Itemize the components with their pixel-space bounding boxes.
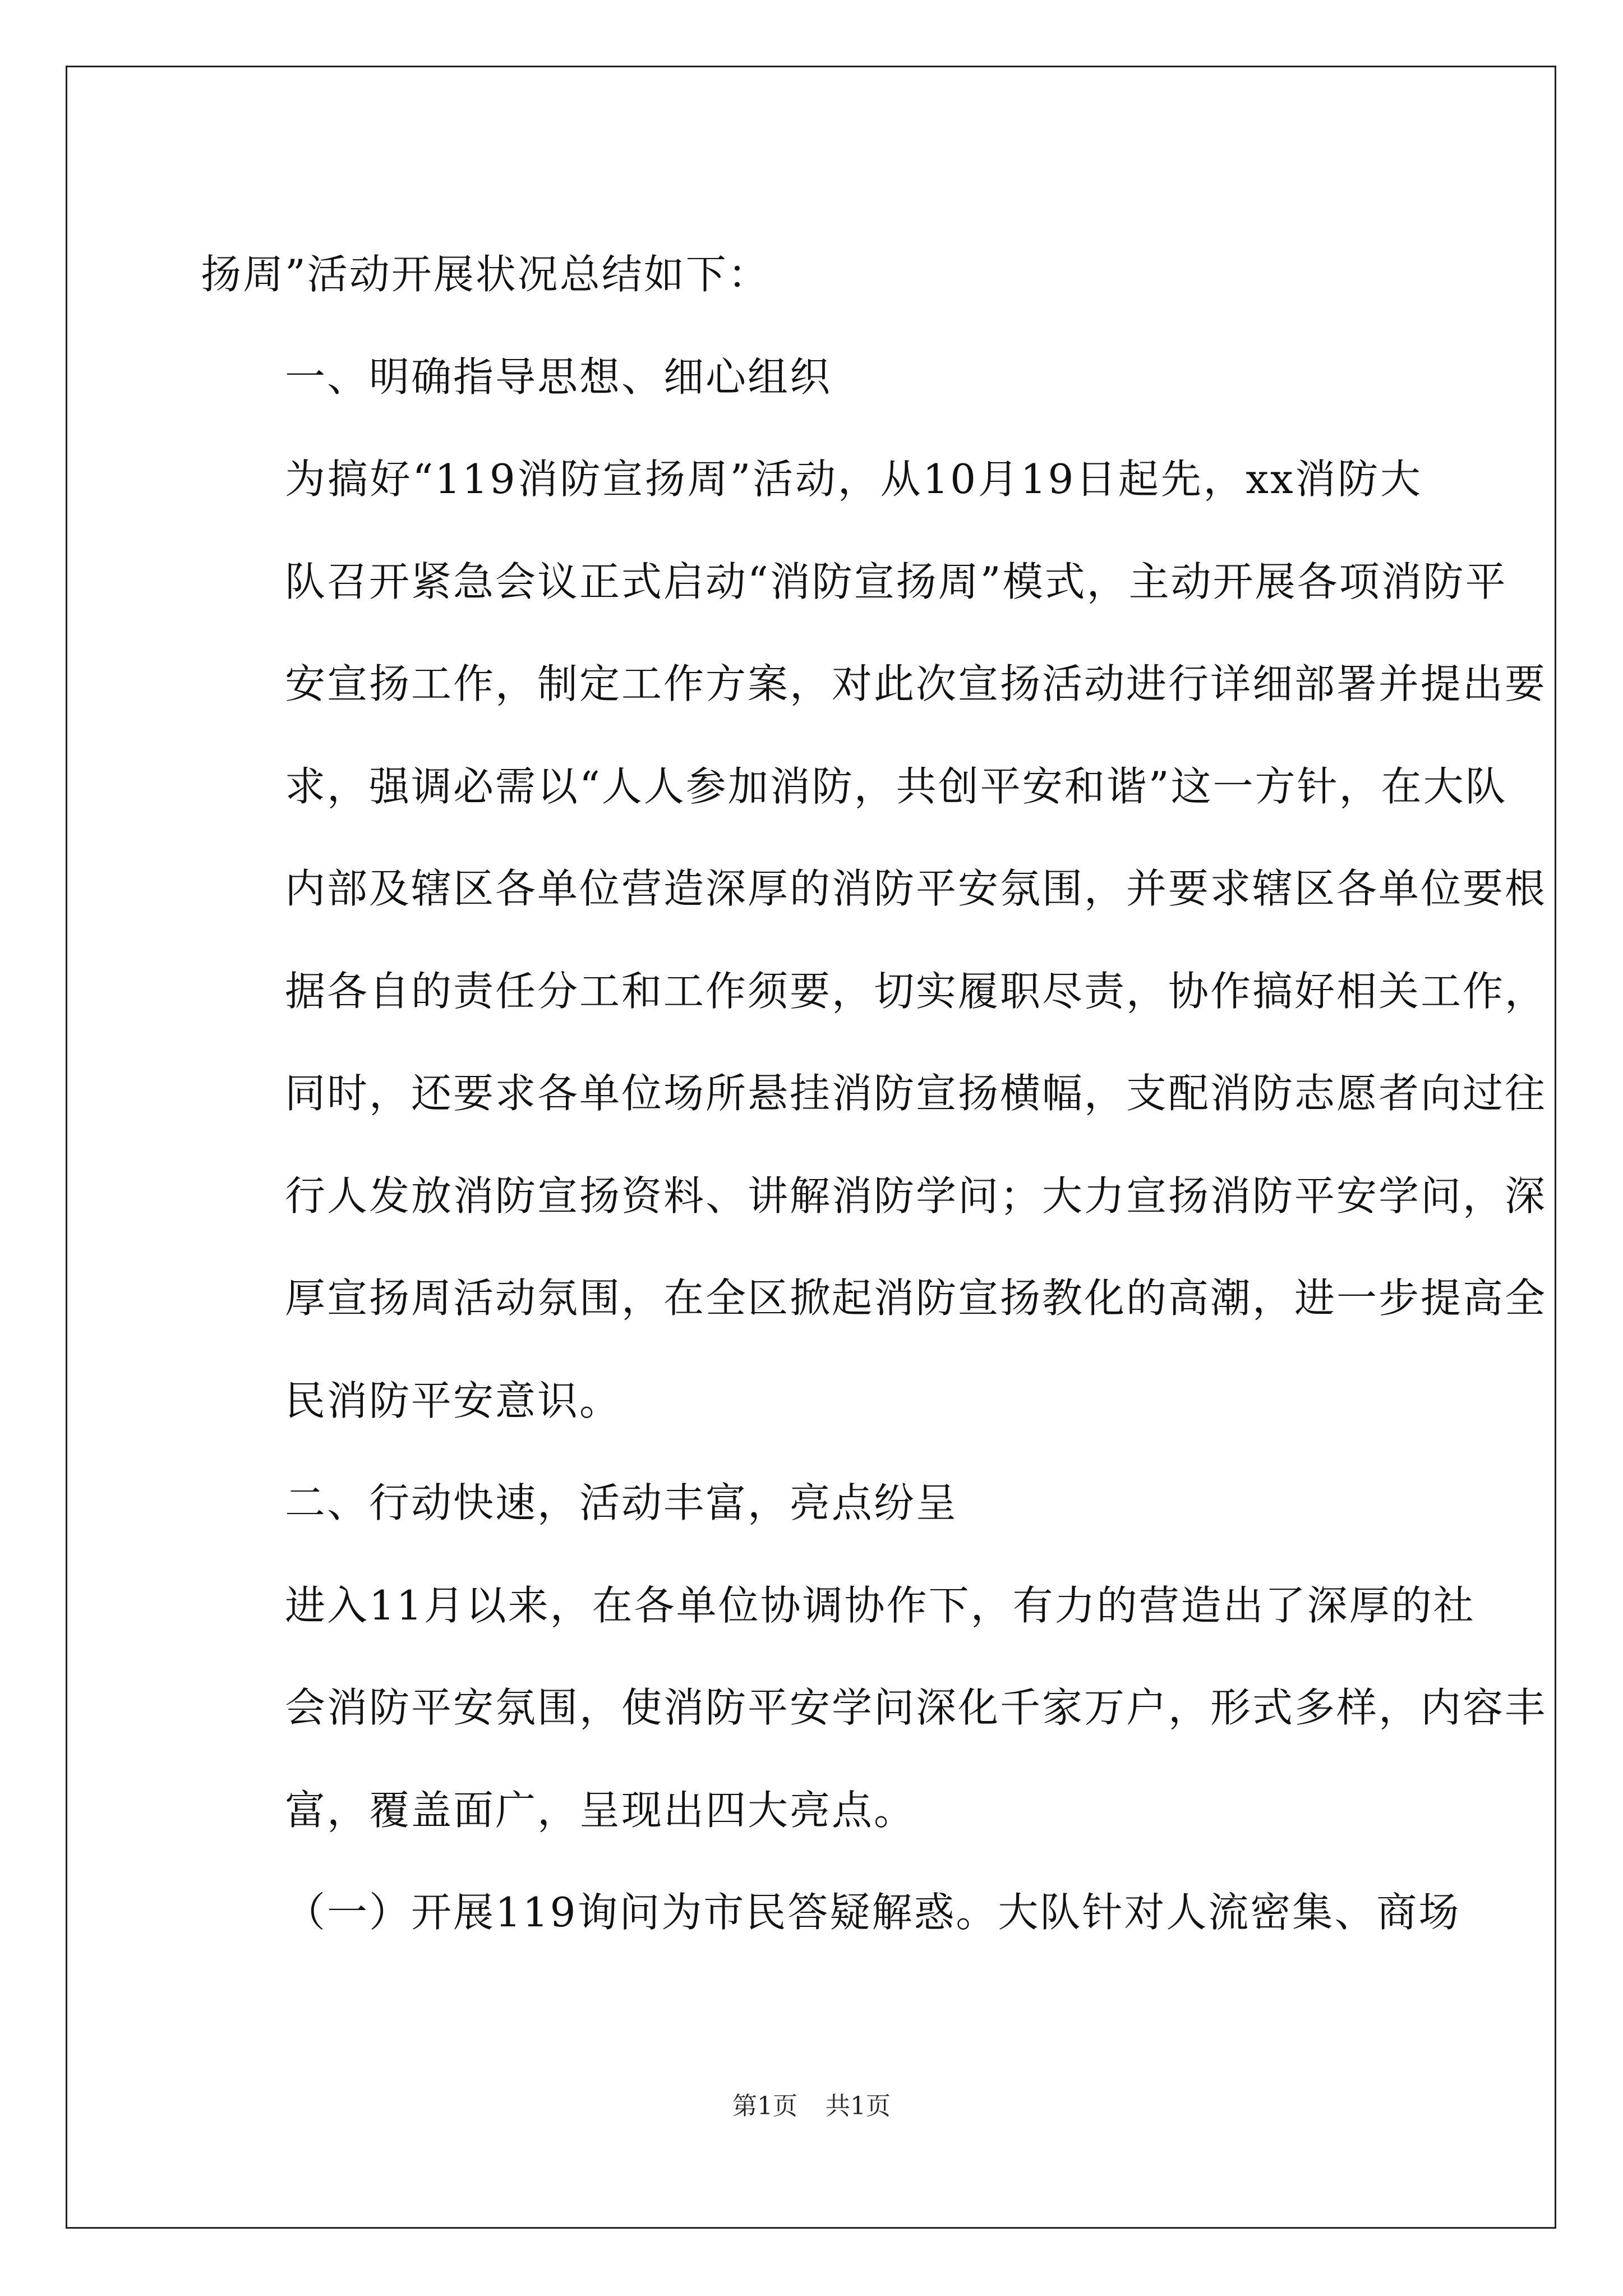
paragraph-section-2 — [201, 1554, 1547, 1862]
text-line: （一）开展119询问为市民答疑解惑。大队针对人流密集、商场 — [285, 1889, 1461, 1936]
text-line: 民消防平安意识。 — [285, 1377, 622, 1424]
text-line: 同时，还要求各单位场所悬挂消防宣扬横幅，支配消防志愿者向过往 — [285, 1070, 1547, 1117]
text-line: 安宣扬工作，制定工作方案，对此次宣扬活动进行详细部署并提出要 — [285, 660, 1547, 707]
text-line: 求，强调必需以“人人参加消防，共创平安和谐”这一方针，在大队 — [285, 762, 1507, 810]
section-heading-1 — [201, 326, 1422, 429]
text-line: 扬周”活动开展状况总结如下： — [201, 251, 770, 298]
text-line: 二、行动快速，活动丰富，亮点纷呈 — [285, 1479, 958, 1526]
page-number: 第1页 — [732, 2092, 797, 2120]
page-total: 共1页 — [826, 2092, 891, 2120]
text-line: 会消防平安氛围，使消防平安学问深化千家万户，形式多样，内容丰 — [285, 1684, 1547, 1731]
section-heading-2 — [201, 1452, 1422, 1554]
text-line: 行人发放消防宣扬资料、讲解消防学问；大力宣扬消防平安学问，深 — [285, 1172, 1547, 1220]
paragraph-intro-tail — [201, 223, 1422, 326]
paragraph-section-1 — [201, 428, 1547, 1452]
text-line: 据各自的责任分工和工作须要，切实履职尽责，协作搞好相关工作， — [285, 967, 1547, 1015]
text-line: 为搞好“119消防宣扬周”活动，从10月19日起先，xx消防大 — [285, 455, 1422, 503]
text-line: 厚宣扬周活动氛围，在全区掀起消防宣扬教化的高潮，进一步提高全 — [285, 1274, 1547, 1322]
paragraph-subsection-1 — [201, 1861, 1461, 1964]
text-line: 进入11月以来，在各单位协调协作下，有力的营造出了深厚的社 — [285, 1581, 1476, 1629]
text-line: 内部及辖区各单位营造深厚的消防平安氛围，并要求辖区各单位要根 — [285, 865, 1547, 912]
page-footer — [0, 2086, 1623, 2122]
text-line: 富，覆盖面广，呈现出四大亮点。 — [285, 1786, 916, 1834]
text-line: 一、明确指导思想、细心组织 — [285, 353, 832, 401]
document-body — [201, 223, 1547, 1964]
text-line: 队召开紧急会议正式启动“消防宣扬周”模式，主动开展各项消防平 — [285, 558, 1507, 605]
